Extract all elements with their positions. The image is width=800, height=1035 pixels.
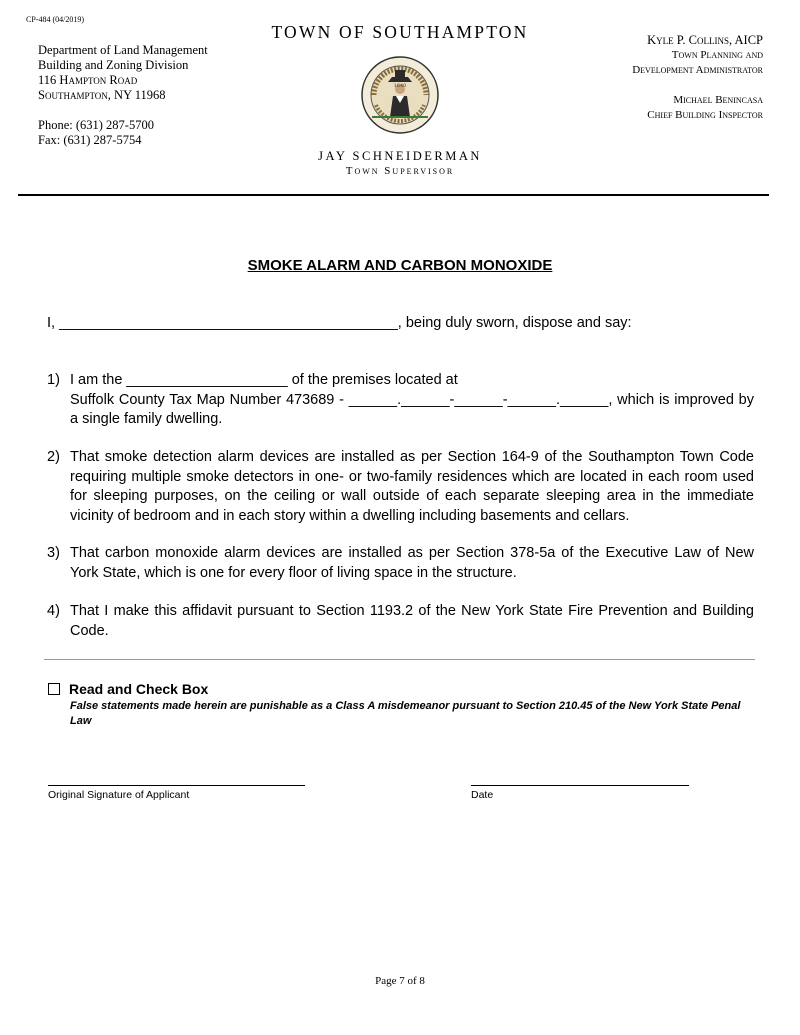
supervisor-block <box>0 149 800 177</box>
administrator-title: Development Administrator <box>632 64 763 76</box>
department-line: Southampton, NY 11968 <box>38 88 166 102</box>
officials-block <box>632 33 763 123</box>
item-number: 1) <box>47 372 60 388</box>
checkbox-label: Read and Check Box <box>69 681 209 697</box>
item-number: 3) <box>47 545 60 561</box>
header-divider <box>18 194 769 196</box>
date-line[interactable] <box>471 785 689 786</box>
phone-number: Phone: (631) 287-5700 <box>38 118 154 132</box>
form-code: CP-484 (04/2019) <box>26 15 84 24</box>
department-address <box>38 43 208 103</box>
contact-info <box>38 118 154 148</box>
affidavit-item <box>47 602 754 641</box>
inspector-title: Chief Building Inspector <box>647 109 763 121</box>
item-number: 4) <box>47 603 60 619</box>
administrator-title: Town Planning and <box>671 49 763 61</box>
document-title: SMOKE ALARM AND CARBON MONOXIDE <box>247 257 553 274</box>
department-line: Department of Land Management <box>38 43 208 57</box>
page-number: Page 7 of 8 <box>375 975 425 987</box>
supervisor-title: Town Supervisor <box>345 165 455 177</box>
item-text: That carbon monoxide alarm devices are installed as per Section 378-5a of the Executive Law of New York State, which is one for every floor of living space in the structure. <box>70 545 754 581</box>
affidavit-item <box>47 371 754 430</box>
department-line: Building and Zoning Division <box>38 58 189 72</box>
town-title: TOWN OF SOUTHAMPTON <box>271 22 529 42</box>
inspector-name: Michael Benincasa <box>673 94 763 106</box>
fax-number: Fax: (631) 287-5754 <box>38 133 142 147</box>
supervisor-name: JAY SCHNEIDERMAN <box>318 149 482 163</box>
item-text: That smoke detection alarm devices are installed as per Section 164-9 of the Southampton Town Code requiring multiple smoke detectors in one- or two-family residences which are located in each room used for sleeping purposes, on the ceiling or wall outside of each separate sleeping area in the immediate vicinity of bedroom and in each story within a dwelling including basements and cellars. <box>70 449 754 524</box>
signature-line[interactable] <box>48 785 305 786</box>
date-label: Date <box>471 789 494 801</box>
item-text: I am the ____________________ of the premises located at Suffolk County Tax Map Number 473689 - ______.______-______-______.______, which is improved by a single family dwelling. <box>70 372 754 427</box>
item-number: 2) <box>47 449 60 465</box>
seal-year: 1640 <box>393 83 407 89</box>
sworn-statement: I, __________________________________________, being duly sworn, dispose and say: <box>47 315 632 331</box>
section-divider <box>44 659 755 660</box>
administrator-name: Kyle P. Collins, AICP <box>647 33 763 47</box>
affidavit-item <box>47 544 754 583</box>
affidavit-item <box>47 448 754 526</box>
town-seal-image <box>360 55 440 135</box>
department-line: 116 Hampton Road <box>38 73 138 87</box>
penalty-warning: False statements made herein are punishable as a Class A misdemeanor pursuant to Section 210.45 of the New York State Penal Law <box>70 700 741 727</box>
read-and-check-row <box>48 681 208 697</box>
read-checkbox[interactable] <box>48 683 60 695</box>
signature-label: Original Signature of Applicant <box>48 789 190 801</box>
item-text: That I make this affidavit pursuant to Section 1193.2 of the New York State Fire Prevention and Building Code. <box>70 603 754 639</box>
